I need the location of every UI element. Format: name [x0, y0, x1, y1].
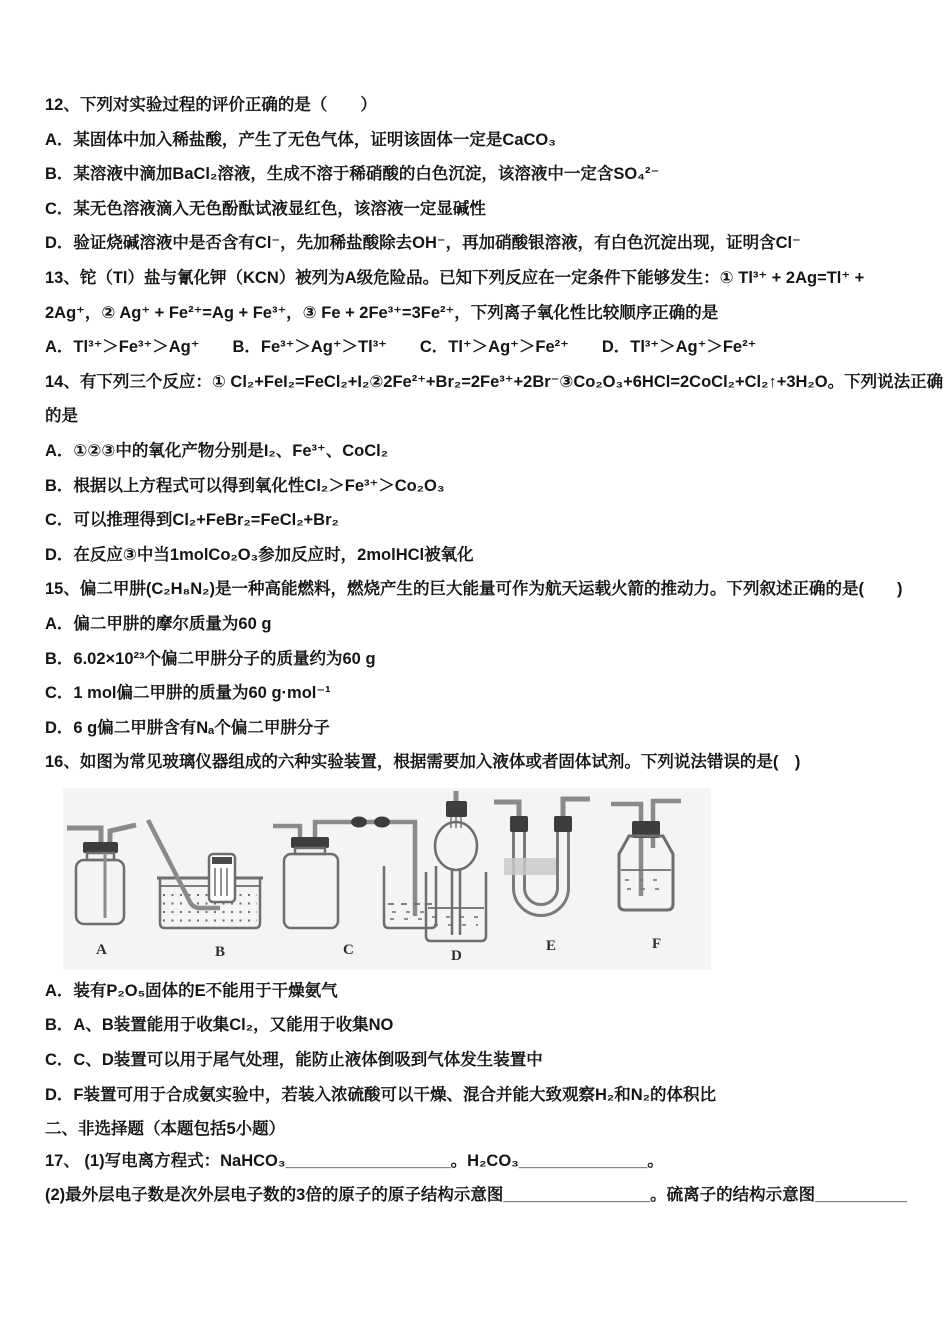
- apparatus-label-b: B: [215, 943, 226, 960]
- q17-part2-with-blanks: (2)最外层电子数是次外层电子数的3倍的原子的原子结构示意图________________。硫离子的结构示意图__________: [45, 1185, 907, 1204]
- q14-option-b: B．根据以上方程式可以得到氧化性Cl₂＞Fe³⁺＞Co₂O₃: [45, 476, 445, 495]
- q12-option-b: B．某溶液中滴加BaCl₂溶液，生成不溶于稀硝酸的白色沉淀，该溶液中一定含SO₄²⁻: [45, 165, 660, 184]
- apparatus-label-f: F: [652, 935, 662, 952]
- section-two-heading: 二、非选择题（本题包括5小题）: [45, 1120, 286, 1139]
- q14-stem-line2: 的是: [45, 407, 78, 426]
- q17-part1-with-blanks: 17、 (1)写电离方程式：NaHCO₃__________________。H₂CO₃______________。: [45, 1151, 664, 1170]
- q14-option-c: C．可以推理得到Cl₂+FeBr₂=FeCl₂+Br₂: [45, 511, 339, 530]
- q15-option-a: A．偏二甲肼的摩尔质量为60 g: [45, 614, 272, 633]
- apparatus-c-bottle-and-beaker: [273, 816, 436, 958]
- q14-stem-line1: 14、有下列三个反应：① Cl₂+FeI₂=FeCl₂+I₂②2Fe²⁺+Br₂=2Fe³⁺+2Br⁻③Co₂O₃+6HCl=2CoCl₂+Cl₂↑+3H₂O。下列说法正确: [45, 372, 944, 391]
- apparatus-label-a: A: [96, 941, 107, 958]
- q15-option-c: C．1 mol偏二甲肼的质量为60 g·mol⁻¹: [45, 684, 331, 703]
- q16-option-d: D．F装置可用于合成氨实验中，若装入浓硫酸可以干燥、混合并能大致观察H₂和N₂的体积比: [45, 1085, 716, 1104]
- q13-stem-line2: 2Ag⁺，② Ag⁺ + Fe²⁺=Ag + Fe³⁺，③ Fe + 2Fe³⁺=3Fe²⁺，下列离子氧化性比较顺序正确的是: [45, 303, 719, 322]
- apparatus-label-e: E: [546, 937, 557, 954]
- q13-stem-line1: 13、铊（Tl）盐与氰化钾（KCN）被列为A级危险品。已知下列反应在一定条件下能够发生：① Tl³⁺ + 2Ag=Tl⁺ +: [45, 268, 865, 287]
- q16-stem: 16、如图为常见玻璃仪器组成的六种实验装置，根据需要加入液体或者固体试剂。下列说法错误的是( ): [45, 753, 801, 772]
- q16-option-c: C．C、D装置可以用于尾气处理，能防止液体倒吸到气体发生装置中: [45, 1051, 543, 1070]
- q16-option-a: A．装有P₂O₅固体的E不能用于干燥氨气: [45, 981, 338, 1000]
- apparatus-figure-svg: [63, 788, 711, 970]
- q12-stem: 12、下列对实验过程的评价正确的是（ ）: [45, 96, 377, 114]
- q13-options: A．Tl³⁺＞Fe³⁺＞Ag⁺ B．Fe³⁺＞Ag⁺＞Tl³⁺ C．Tl⁺＞Ag⁺＞Fe²⁺ D．Tl³⁺＞Ag⁺＞Fe²⁺: [45, 338, 757, 357]
- apparatus-figure: [63, 788, 711, 970]
- apparatus-label-d: D: [451, 947, 462, 964]
- apparatus-e-u-tube: [494, 799, 590, 954]
- q16-option-b: B．A、B装置能用于收集Cl₂，又能用于收集NO: [45, 1016, 394, 1035]
- q12-option-a: A．某固体中加入稀盐酸，产生了无色气体，证明该固体一定是CaCO₃: [45, 130, 556, 149]
- apparatus-label-c: C: [343, 941, 354, 958]
- q15-option-b: B．6.02×10²³个偏二甲肼分子的质量约为60 g: [45, 649, 376, 668]
- q12-option-d: D．验证烧碱溶液中是否含有Cl⁻，先加稀盐酸除去OH⁻，再加硝酸银溶液，有白色沉淀出现，证明含Cl⁻: [45, 234, 801, 253]
- q12-option-c: C．某无色溶液滴入无色酚酞试液显红色，该溶液一定显碱性: [45, 199, 486, 218]
- apparatus-a-gas-washing-bottle: [67, 825, 136, 958]
- q14-option-a: A．①②③中的氧化产物分别是I₂、Fe³⁺、CoCl₂: [45, 441, 389, 460]
- q15-option-d: D．6 g偏二甲肼含有Nₐ个偏二甲肼分子: [45, 718, 330, 737]
- blur-patch: [504, 858, 556, 875]
- apparatus-f-gas-bottle: [611, 801, 681, 952]
- apparatus-b-collection-over-water: [148, 820, 263, 960]
- q15-stem: 15、偏二甲肼(C₂H₈N₂)是一种高能燃料，燃烧产生的巨大能量可作为航天运载火箭的推动力。下列叙述正确的是( ): [45, 580, 903, 599]
- q14-option-d: D．在反应③中当1molCo₂O₃参加反应时，2molHCl被氧化: [45, 545, 474, 564]
